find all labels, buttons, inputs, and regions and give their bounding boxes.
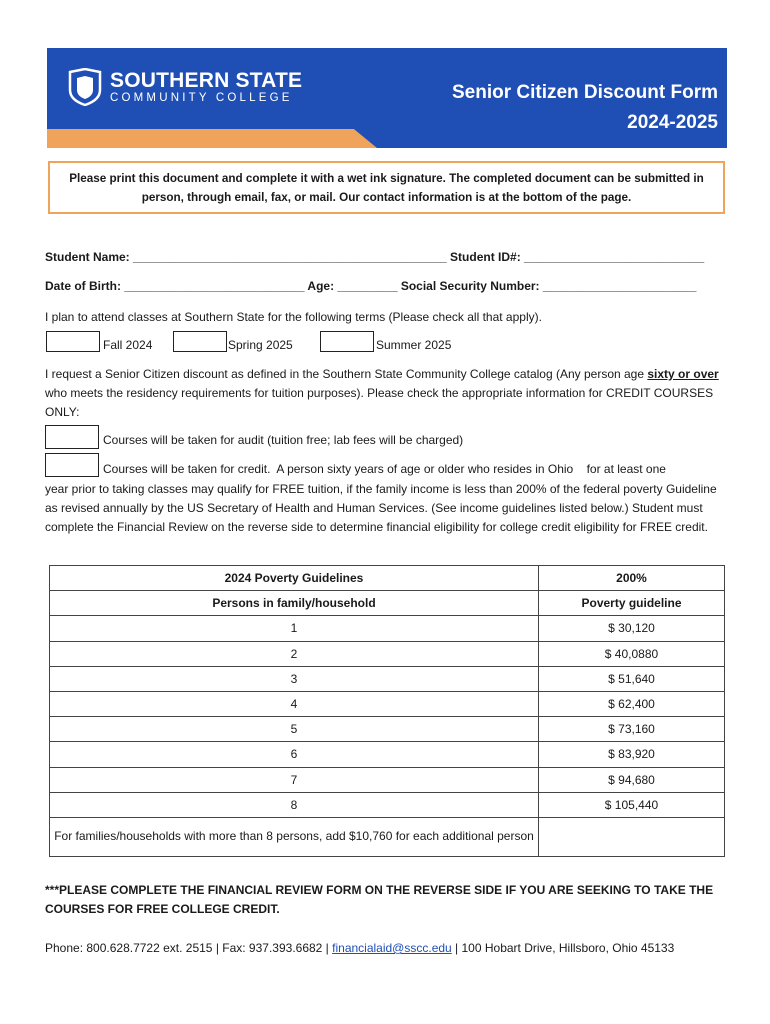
student-name-field[interactable]: Student Name: _______________________________________________ xyxy=(45,250,447,264)
table-header-cell: Poverty guideline xyxy=(539,591,725,616)
table-cell: $ 30,120 xyxy=(539,616,725,641)
spring-checkbox[interactable] xyxy=(173,331,227,352)
contact-phone-fax: Phone: 800.628.7722 ext. 2515 | Fax: 937.393.6682 | xyxy=(45,941,333,955)
request-text-1: I request a Senior Citizen discount as defined in the Southern State Community College catalog (Any person age xyxy=(45,367,648,381)
table-row xyxy=(50,792,725,817)
summer-label: Summer 2025 xyxy=(376,338,452,352)
table-cell: 5 xyxy=(50,717,539,742)
table-row xyxy=(50,717,725,742)
credit-description: year prior to taking classes may qualify for FREE tuition, if the family income is less than 200% of the federal poverty Guideline as revised annually by the US Secretary of Health and Human Services. (See income guidelines listed below.) Student must complete the Financial Review on the reverse side to determine financial eligibility for college credit eligibility for FREE credit. xyxy=(45,482,717,534)
table-cell: $ 83,920 xyxy=(539,742,725,767)
college-logo xyxy=(68,68,302,106)
summer-checkbox[interactable] xyxy=(320,331,374,352)
notice-box xyxy=(48,161,725,214)
credit-label: Courses will be taken for credit. A person sixty years of age or older who resides in Ohio for at least one xyxy=(103,462,666,476)
request-emphasis: sixty or over xyxy=(647,367,719,381)
student-id-field[interactable]: Student ID#: ___________________________ xyxy=(450,250,705,264)
table-cell: $ 62,400 xyxy=(539,691,725,716)
logo-line1: SOUTHERN STATE xyxy=(110,69,303,92)
notice-text: Please print this document and complete it with a wet ink signature. The completed document can be submitted in person, through email, fax, or mail. Our contact information is at the bottom of the page. xyxy=(69,171,704,204)
table-header-row xyxy=(50,591,725,616)
header-accent-bar xyxy=(47,129,377,148)
age-field[interactable]: Age: _________ xyxy=(307,279,398,293)
request-text-2: who meets the residency requirements for tuition purposes). Please check the appropriate information for CREDIT COURSES ONLY: xyxy=(45,386,714,419)
table-row xyxy=(50,691,725,716)
shield-icon xyxy=(68,68,102,106)
table-cell: $ 73,160 xyxy=(539,717,725,742)
table-cell: 1 xyxy=(50,616,539,641)
table-row xyxy=(50,641,725,666)
student-name-row xyxy=(45,250,704,264)
table-header-cell: Persons in family/household xyxy=(50,591,539,616)
terms-intro: I plan to attend classes at Southern State for the following terms (Please check all that apply). xyxy=(45,310,542,324)
poverty-table xyxy=(49,565,725,857)
table-cell: 2 xyxy=(50,641,539,666)
table-header-row xyxy=(50,566,725,591)
contact-line xyxy=(45,941,674,955)
fall-checkbox[interactable] xyxy=(46,331,100,352)
dob-field[interactable]: Date of Birth: ___________________________ xyxy=(45,279,305,293)
table-cell: 3 xyxy=(50,666,539,691)
fall-label: Fall 2024 xyxy=(103,338,153,352)
table-row xyxy=(50,742,725,767)
table-header-cell: 200% xyxy=(539,566,725,591)
audit-label: Courses will be taken for audit (tuition free; lab fees will be charged) xyxy=(103,433,464,447)
table-cell: $ 105,440 xyxy=(539,792,725,817)
spring-label: Spring 2025 xyxy=(228,338,293,352)
table-cell: $ 40,0880 xyxy=(539,641,725,666)
logo-line2: COMMUNITY COLLEGE xyxy=(110,92,293,104)
table-header-cell: 2024 Poverty Guidelines xyxy=(50,566,539,591)
table-cell: $ 94,680 xyxy=(539,767,725,792)
credit-checkbox[interactable] xyxy=(45,453,99,477)
audit-checkbox[interactable] xyxy=(45,425,99,449)
email-link[interactable]: financialaid@sscc.edu xyxy=(332,941,452,955)
dob-row xyxy=(45,279,696,293)
table-cell: 4 xyxy=(50,691,539,716)
table-cell: 8 xyxy=(50,792,539,817)
table-cell: 6 xyxy=(50,742,539,767)
form-year: 2024-2025 xyxy=(627,112,718,133)
table-cell: For families/households with more than 8 persons, add $10,760 for each additional person xyxy=(50,817,539,856)
request-paragraph xyxy=(45,365,723,422)
table-row-additional xyxy=(50,817,725,856)
table-row xyxy=(50,767,725,792)
ssn-field[interactable]: Social Security Number: _______________________ xyxy=(400,279,697,293)
table-row xyxy=(50,666,725,691)
financial-review-note: ***PLEASE COMPLETE THE FINANCIAL REVIEW FORM ON THE REVERSE SIDE IF YOU ARE SEEKING TO TAKE THE COURSES FOR FREE COLLEGE CREDIT. xyxy=(45,883,714,916)
page-title: Senior Citizen Discount Form xyxy=(451,82,718,103)
table-cell: 7 xyxy=(50,767,539,792)
form-title xyxy=(452,78,718,138)
table-cell-empty xyxy=(539,817,725,856)
table-cell: $ 51,640 xyxy=(539,666,725,691)
contact-address: | 100 Hobart Drive, Hillsboro, Ohio 45133 xyxy=(451,941,675,955)
table-row xyxy=(50,616,725,641)
